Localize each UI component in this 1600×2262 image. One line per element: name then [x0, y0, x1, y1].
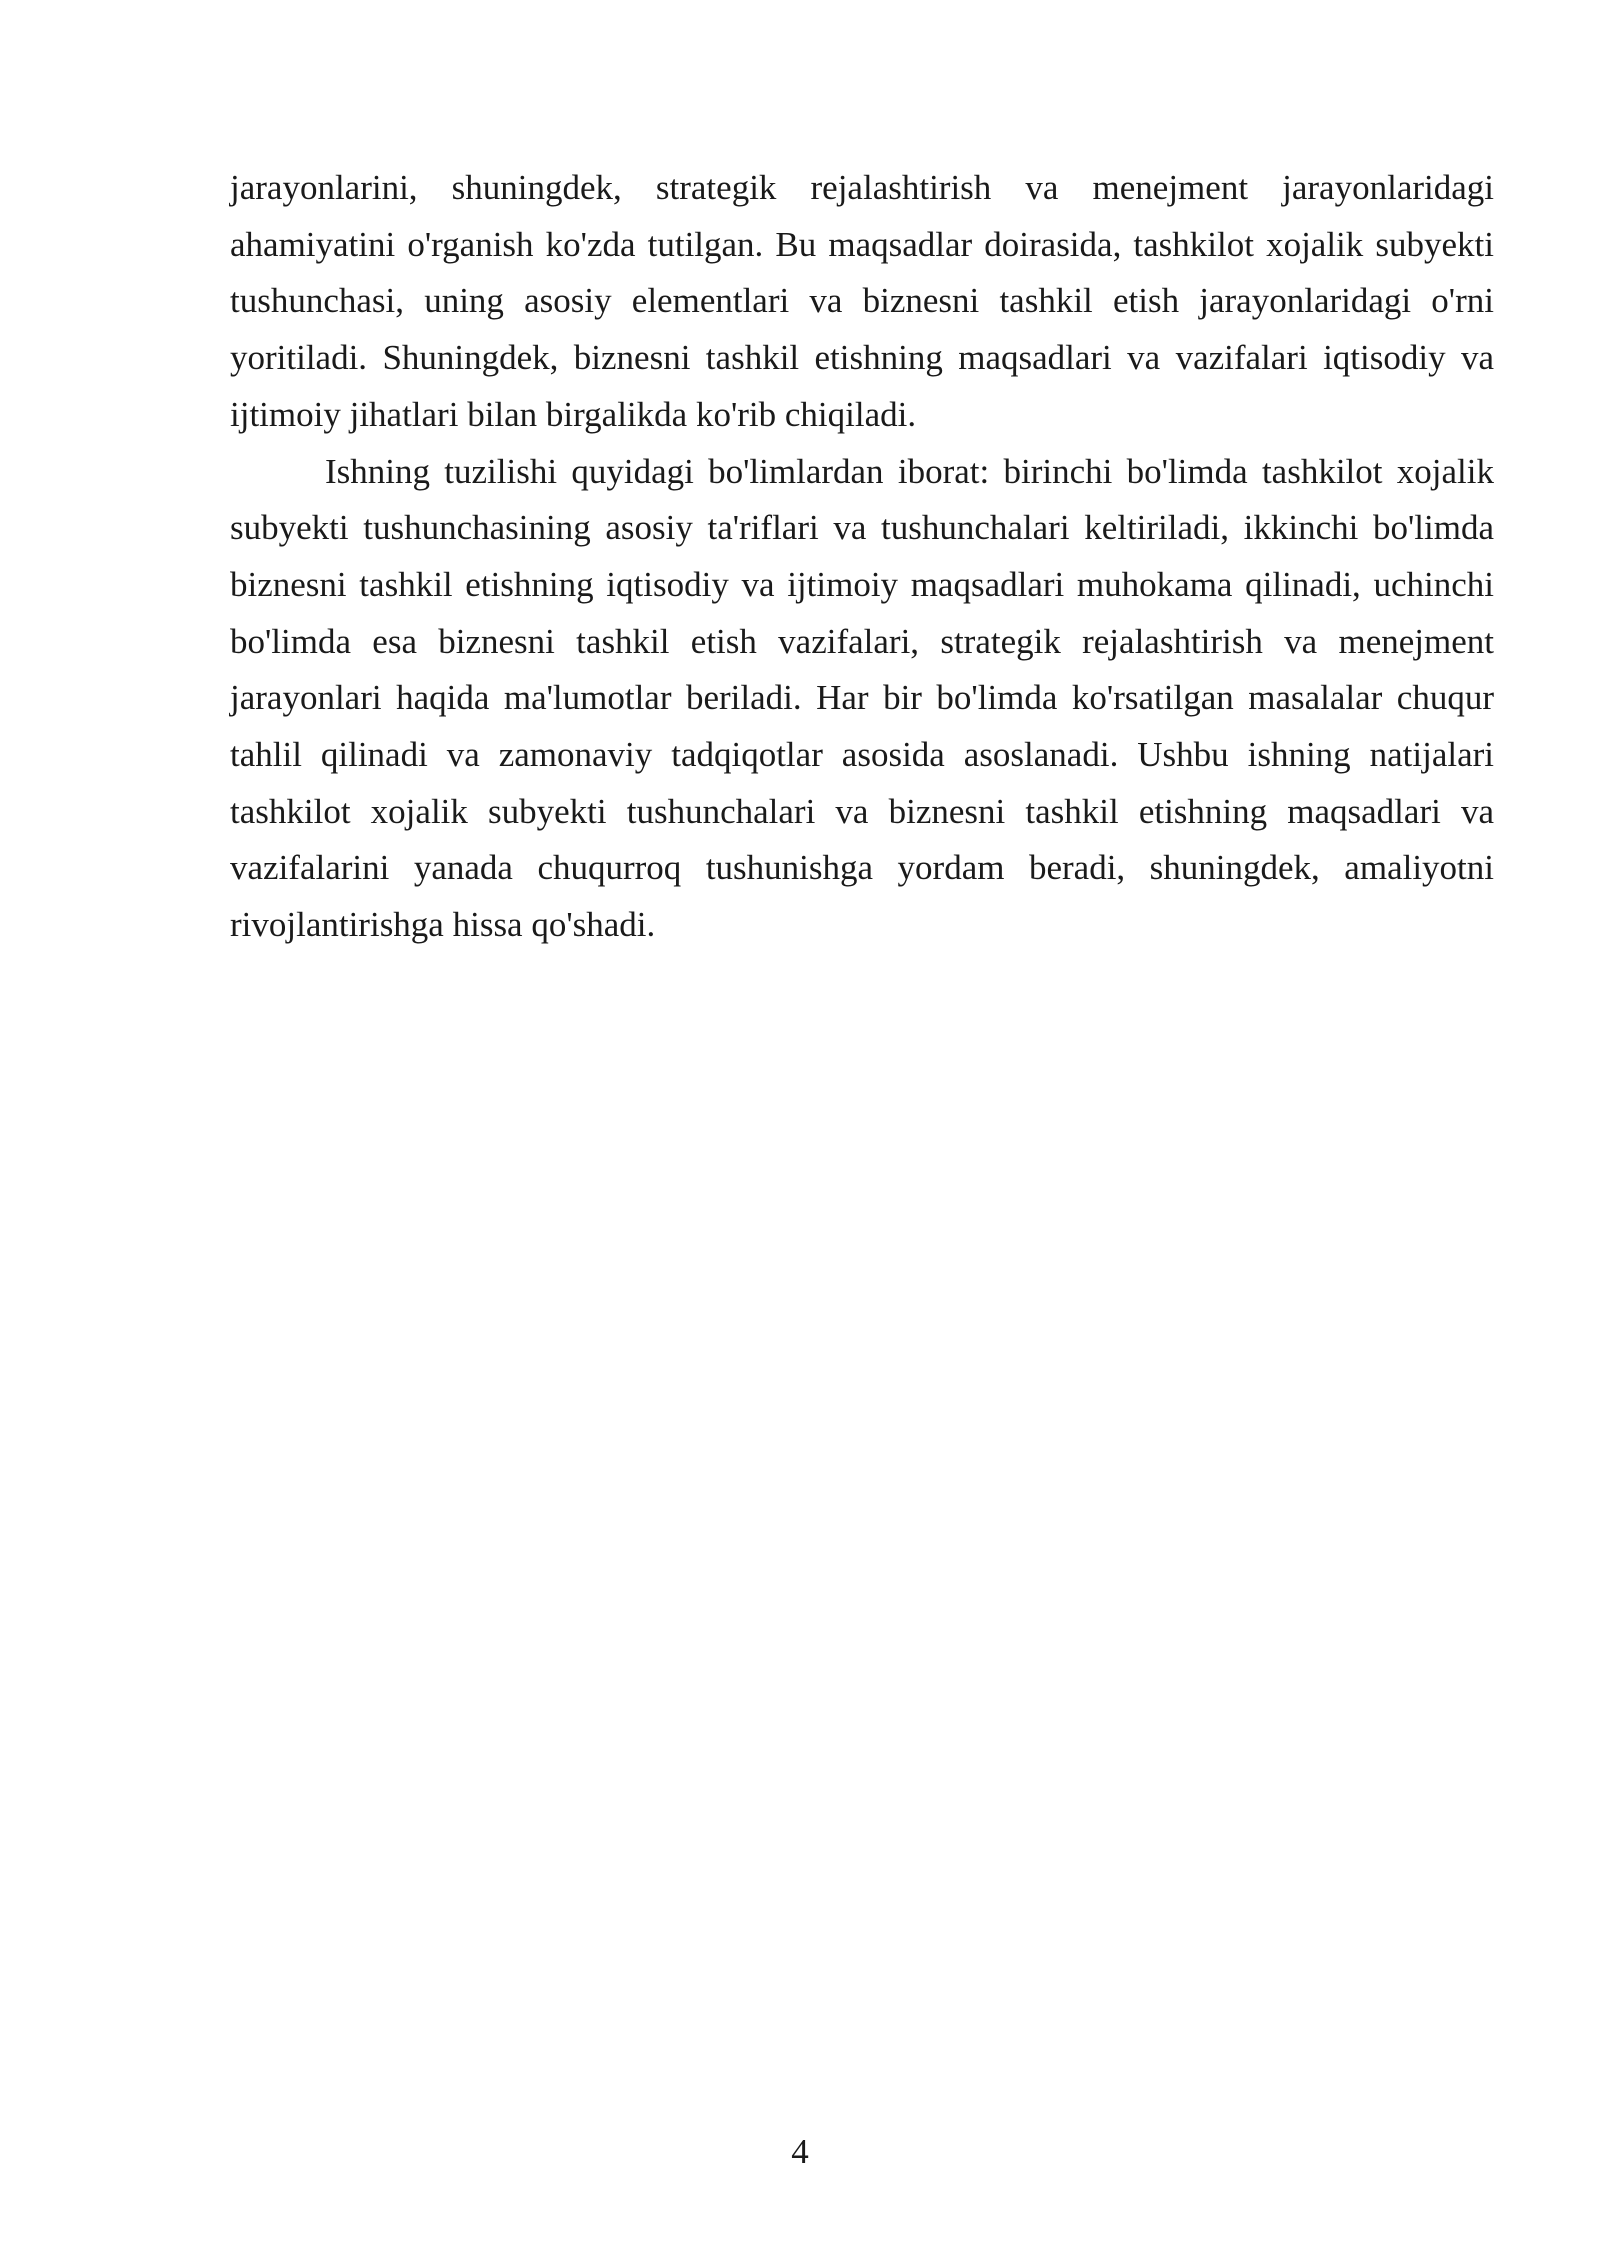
paragraph-structure: Ishning tuzilishi quyidagi bo'limlardan iborat: birinchi bo'limda tashkilot xojalik subyekti tushunchasining asosiy ta'riflari va tushunchalari keltiriladi, ikkinchi bo'limda biznesni tashkil etishning iqtisodiy va ijtimoiy maqsadlari muhokama qilinadi, uchinchi bo'limda esa biznesni tashkil etish vazifalari, strategik rejalashtirish va menejment jarayonlari haqida ma'lumotlar beriladi. Har bir bo'limda ko'rsatilgan masalalar chuqur tahlil qilinadi va zamonaviy tadqiqotlar asosida asoslanadi. Ushbu ishning natijalari tashkilot xojalik subyekti tushunchalari va biznesni tashkil etishning maqsadlari va vazifalarini yanada chuqurroq tushunishga yordam beradi, shuningdek, amaliyotni rivojlantirishga hissa qo'shadi. — [230, 451, 1494, 945]
paragraph-continuation: jarayonlarini, shuningdek, strategik rejalashtirish va menejment jarayonlaridagi ahamiyatini o'rganish ko'zda tutilgan. Bu maqsadlar doirasida, tashkilot xojalik subyekti tushunchasi, uning asosiy elementlari va biznesni tashkil etish jarayonlaridagi o'rni yoritiladi. Shuningdek, biznesni tashkil etishning maqsadlari va vazifalari iqtisodiy va ijtimoiy jihatlari bilan birgalikda ko'rib chiqiladi. — [230, 168, 1494, 434]
page-number: 4 — [791, 2132, 809, 2171]
body-text — [230, 160, 1494, 954]
